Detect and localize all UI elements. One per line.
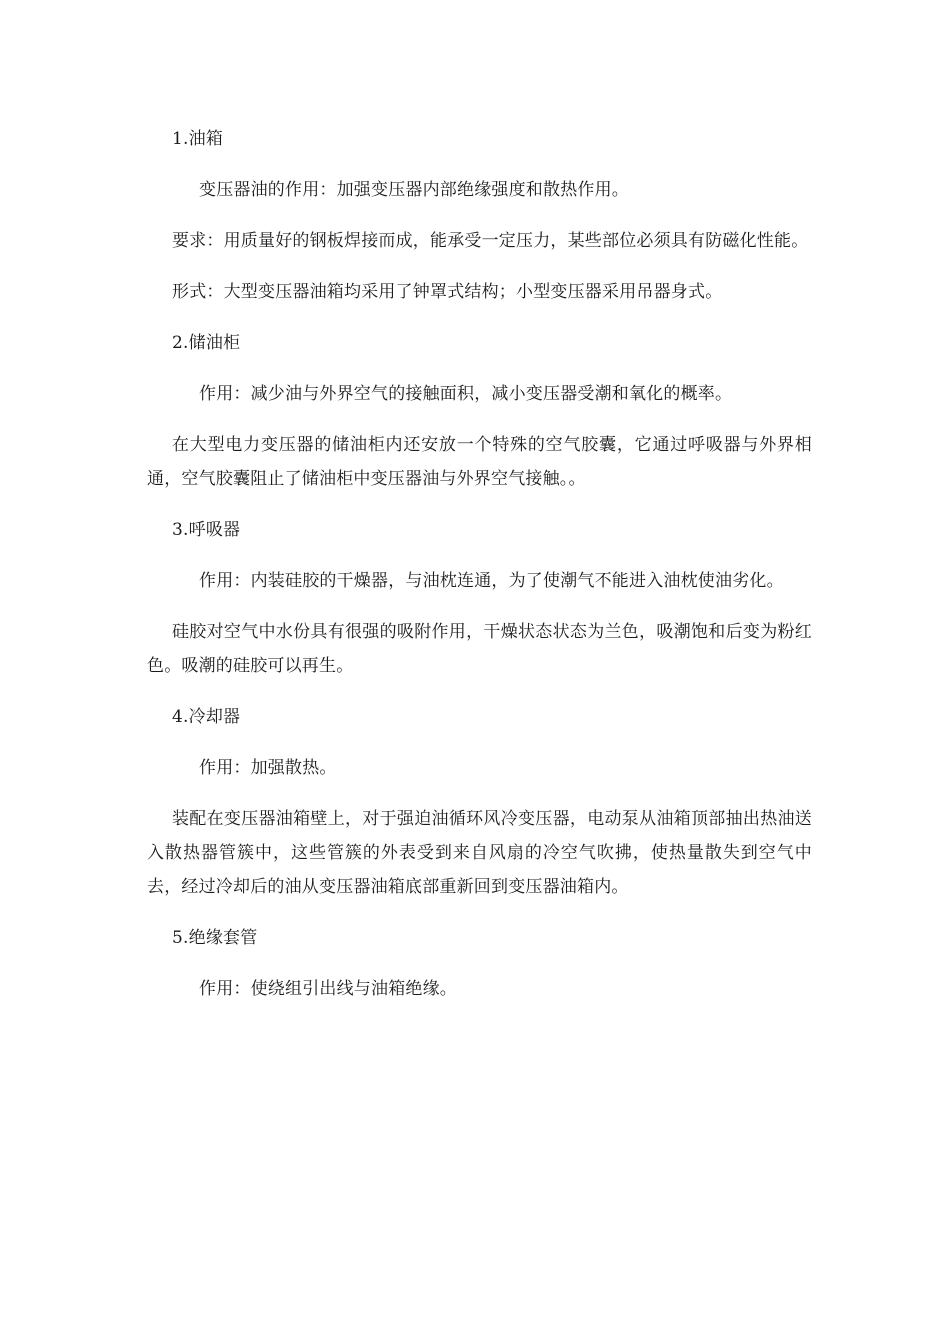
section-heading-oil-tank: 1.油箱 [172,129,224,149]
paragraph: 要求：用质量好的钢板焊接而成，能承受一定压力，某些部位必须具有防磁化性能。 [172,231,809,251]
paragraph: 作用：使绕组引出线与油箱绝缘。 [199,979,457,999]
document-body [147,122,812,1023]
section-heading-bushing: 5.绝缘套管 [172,928,258,948]
paragraph: 装配在变压器油箱壁上，对于强迫油循环风冷变压器，电动泵从油箱顶部抽出热油送入散热器管簇中，这些管簇的外表受到来自风扇的冷空气吹拂，使热量散失到空气中去，经过冷却后的油从变压器油箱底部重新回到变压器油箱内。 [147,809,812,897]
paragraph: 作用：减少油与外界空气的接触面积，减小变压器受潮和氧化的概率。 [199,384,733,404]
paragraph: 作用：加强散热。 [199,758,337,778]
paragraph: 变压器油的作用：加强变压器内部绝缘强度和散热作用。 [199,180,629,200]
paragraph: 作用：内装硅胶的干燥器，与油枕连通，为了使潮气不能进入油枕使油劣化。 [199,571,784,591]
paragraph: 在大型电力变压器的储油柜内还安放一个特殊的空气胶囊，它通过呼吸器与外界相通，空气胶囊阻止了储油柜中变压器油与外界空气接触。。 [147,435,812,489]
section-heading-breather: 3.呼吸器 [172,520,241,540]
paragraph: 硅胶对空气中水份具有很强的吸附作用，干燥状态状态为兰色，吸潮饱和后变为粉红色。吸潮的硅胶可以再生。 [147,622,812,676]
section-heading-conservator: 2.储油柜 [172,333,241,353]
section-heading-cooler: 4.冷却器 [172,707,241,727]
paragraph: 形式：大型变压器油箱均采用了钟罩式结构；小型变压器采用吊器身式。 [172,282,723,302]
